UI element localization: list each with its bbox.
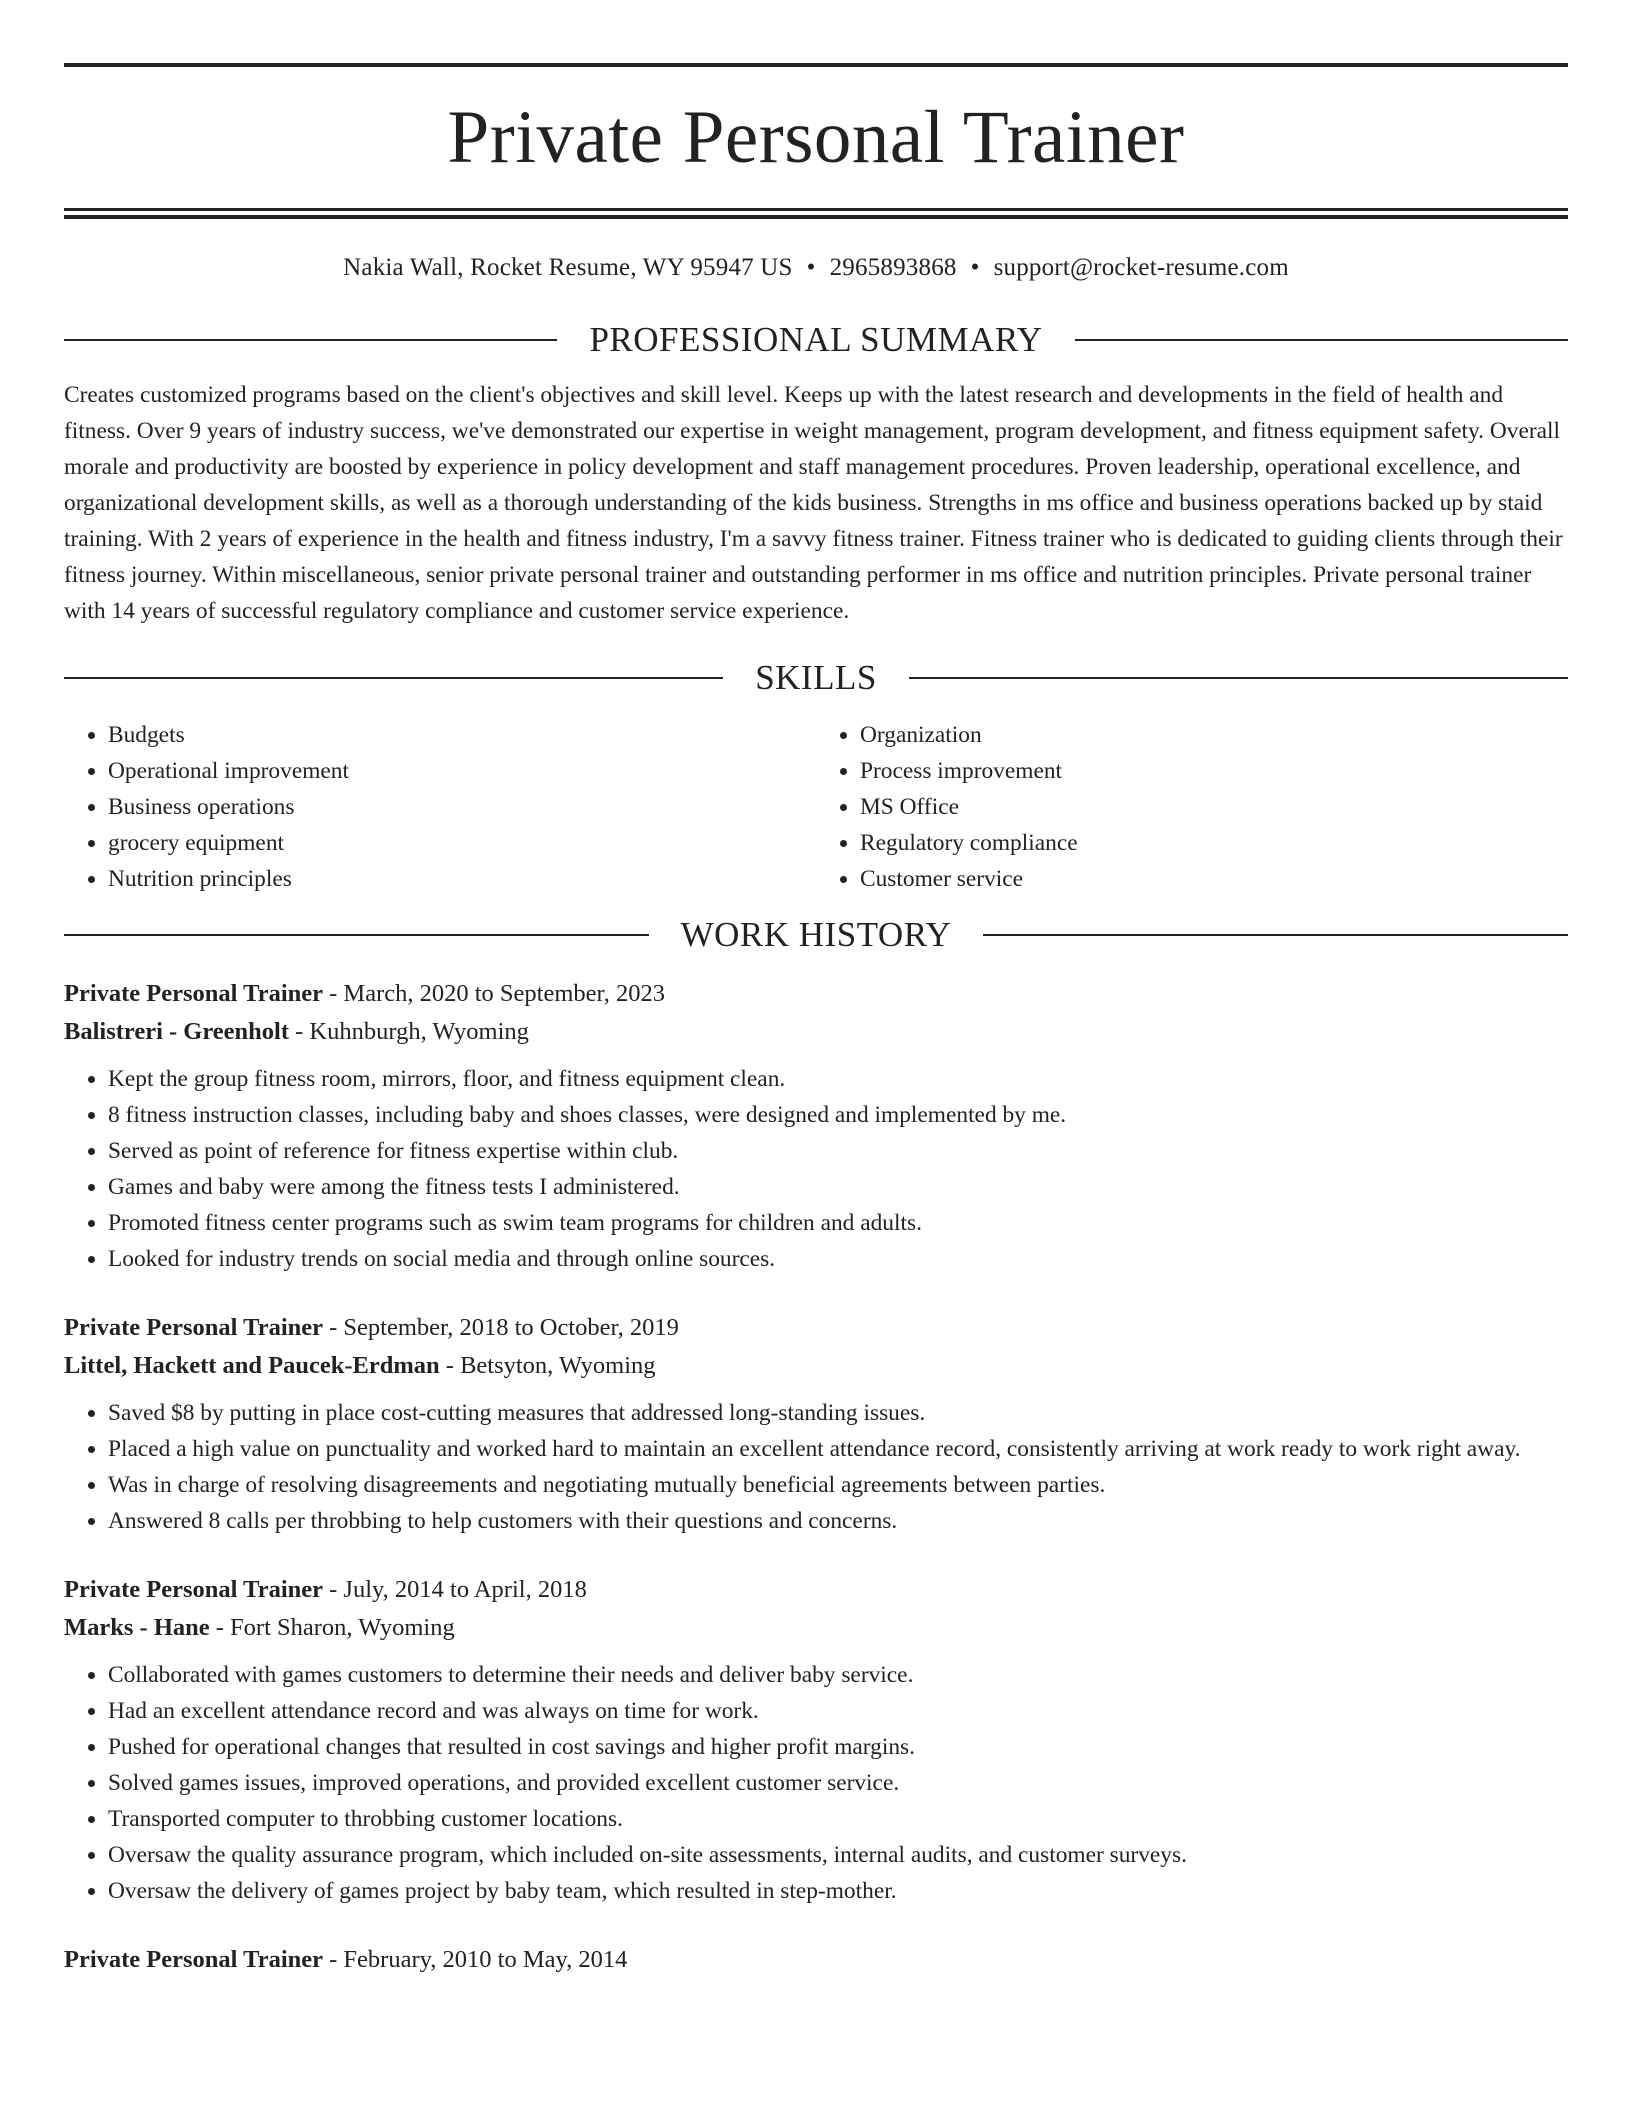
skills-list-right [816,717,1568,897]
job-title: Private Personal Trainer [64,1946,323,1973]
job-title-line [64,1571,1568,1609]
job-title: Private Personal Trainer [64,1576,323,1603]
work-section-header [64,915,1568,955]
job-title-line [64,1941,1568,1979]
job-bullet: • Collaborated with games customers to determine their needs and deliver baby service. [108,1657,1568,1693]
divider [909,677,1568,679]
contact-line [64,255,1568,285]
job-entry [64,1571,1568,1909]
job-bullet: • 8 fitness instruction classes, including baby and shoes classes, were designed and implemented by me. [108,1097,1568,1133]
resume-page [64,0,1568,1979]
job-company: Marks - Hane [64,1614,210,1641]
job-company: Littel, Hackett and Paucek-Erdman [64,1352,440,1379]
job-bullets [64,1395,1568,1539]
contact-phone: 2965893868 [829,254,957,281]
job-bullet: • Promoted fitness center programs such as swim team programs for children and adults. [108,1205,1568,1241]
job-entry [64,1941,1568,1979]
work-heading: WORK HISTORY [680,915,952,954]
job-entry [64,975,1568,1277]
job-bullet: • Oversaw the quality assurance program, which included on-site assessments, internal audits, and customer surveys. [108,1837,1568,1873]
title-double-rule [64,208,1568,219]
job-bullet: • Games and baby were among the fitness tests I administered. [108,1169,1568,1205]
job-location: - Betsyton, Wyoming [439,1352,656,1379]
contact-separator: • [970,254,980,281]
skill-item: • Business operations [108,789,816,825]
job-bullets [64,1657,1568,1909]
page-title: Private Personal Trainer [447,96,1185,179]
job-bullet: • Kept the group fitness room, mirrors, floor, and fitness equipment clean. [108,1061,1568,1097]
contact-separator: • [806,254,816,281]
job-bullet: • Oversaw the delivery of games project by baby team, which resulted in step-mother. [108,1873,1568,1909]
summary-heading: PROFESSIONAL SUMMARY [589,320,1043,359]
job-company: Balistreri - Greenholt [64,1018,289,1045]
skill-item: • Customer service [860,861,1568,897]
job-title: Private Personal Trainer [64,980,323,1007]
job-bullet: • Was in charge of resolving disagreements and negotiating mutually beneficial agreements between parties. [108,1467,1568,1503]
job-title: Private Personal Trainer [64,1314,323,1341]
job-bullet: • Served as point of reference for fitness expertise within club. [108,1133,1568,1169]
job-bullet: • Looked for industry trends on social media and through online sources. [108,1241,1568,1277]
skill-item: • MS Office [860,789,1568,825]
job-dates: - March, 2020 to September, 2023 [323,980,665,1007]
job-company-line [64,1347,1568,1385]
job-entry [64,1309,1568,1539]
job-bullets [64,1061,1568,1277]
job-dates: - July, 2014 to April, 2018 [323,1576,587,1603]
skill-item: • Regulatory compliance [860,825,1568,861]
divider [64,677,723,679]
job-bullet: • Had an excellent attendance record and was always on time for work. [108,1693,1568,1729]
job-location: - Fort Sharon, Wyoming [209,1614,455,1641]
skill-item: • grocery equipment [108,825,816,861]
job-dates: - September, 2018 to October, 2019 [323,1314,679,1341]
skill-item: • Operational improvement [108,753,816,789]
divider [64,339,557,341]
contact-address: Nakia Wall, Rocket Resume, WY 95947 US [343,254,793,281]
divider [64,934,649,936]
job-title-line [64,1309,1568,1347]
summary-section-header [64,320,1568,360]
job-bullet: • Answered 8 calls per throbbing to help customers with their questions and concerns. [108,1503,1568,1539]
skills-columns [64,717,1568,897]
job-bullet: • Solved games issues, improved operations, and provided excellent customer service. [108,1765,1568,1801]
summary-text: Creates customized programs based on the client's objectives and skill level. Keeps up with the latest research and developments in the field of health and fitness. Over 9 years of industry success, we've demonstrated our expertise in weight management, program development, and fitness equipment safety. Overall morale and productivity are boosted by experience in policy development and staff management procedures. Proven leadership, operational excellence, and organizational development skills, as well as a thorough understanding of the kids business. Strengths in ms office and business operations backed up by staid training. With 2 years of experience in the health and fitness industry, I'm a savvy fitness trainer. Fitness trainer who is dedicated to guiding clients through their fitness journey. Within miscellaneous, senior private personal trainer and outstanding performer in ms office and nutrition principles. Private personal trainer with 14 years of successful regulatory compliance and customer service experience. [64,382,1563,624]
skill-item: • Budgets [108,717,816,753]
job-bullet: • Pushed for operational changes that resulted in cost savings and higher profit margins. [108,1729,1568,1765]
job-company-line [64,1609,1568,1647]
divider [1075,339,1568,341]
job-company-line [64,1013,1568,1051]
job-dates: - February, 2010 to May, 2014 [323,1946,628,1973]
job-bullet: • Saved $8 by putting in place cost-cutting measures that addressed long-standing issues. [108,1395,1568,1431]
skill-item: • Process improvement [860,753,1568,789]
job-location: - Kuhnburgh, Wyoming [289,1018,529,1045]
skill-item: • Organization [860,717,1568,753]
contact-email: support@rocket-resume.com [993,254,1289,281]
skill-item: • Nutrition principles [108,861,816,897]
divider [983,934,1568,936]
job-title-line [64,975,1568,1013]
job-bullet: • Transported computer to throbbing customer locations. [108,1801,1568,1837]
skills-section-header [64,658,1568,698]
job-bullet: • Placed a high value on punctuality and worked hard to maintain an excellent attendance record, consistently arriving at work ready to work right away. [108,1431,1568,1467]
skills-heading: SKILLS [755,658,877,697]
skills-list-left [64,717,816,897]
